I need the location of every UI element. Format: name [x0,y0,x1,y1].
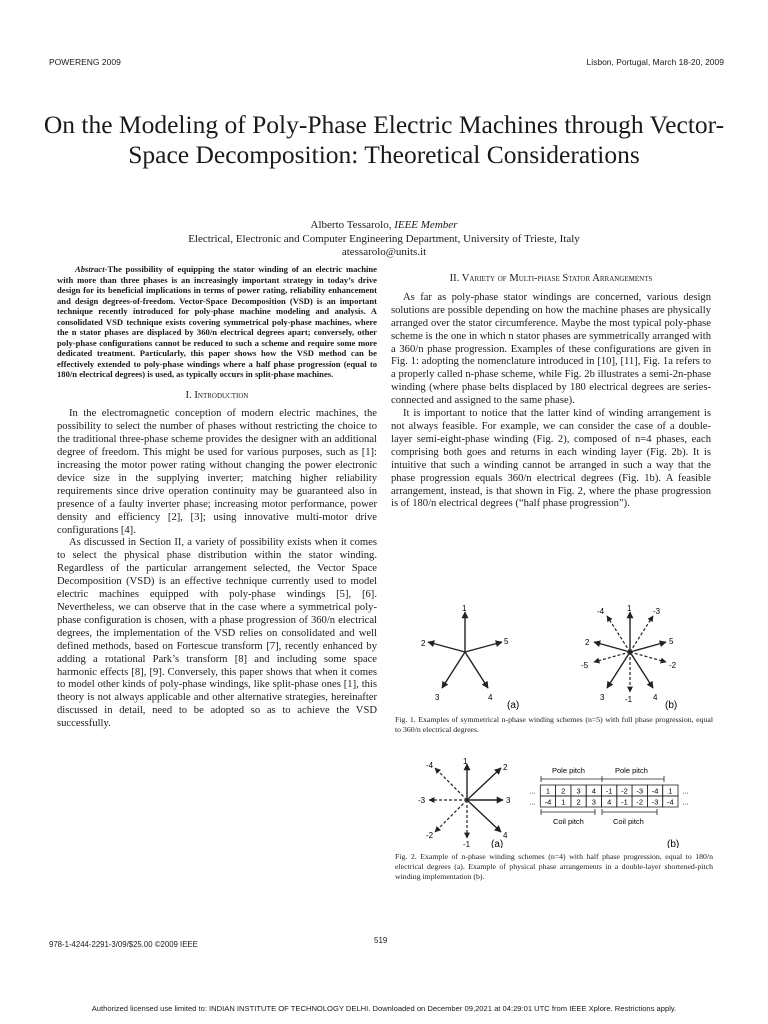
winding-cell-label: 4 [591,786,596,796]
right-column [391,273,711,511]
author-affiliation: Electrical, Electronic and Computer Engineering Department, University of Trieste, Italy [188,232,580,245]
fig1a-label-2: 2 [421,639,426,648]
fig1b-label-neg4: -4 [597,607,605,616]
fig1b-label-5: 5 [669,637,674,646]
fig1b-label-neg1: -1 [625,695,633,704]
fig1a-label-1: 1 [462,604,467,613]
fig2-sub-a: (a) [491,839,504,848]
figure-1-caption: Fig. 1. Examples of symmetrical n-phase winding schemes (n=5) with full phase progression, equal to 360/n electrical degrees. [395,715,713,734]
fig2a-label-4: 4 [503,831,508,840]
fig1a-label-5: 5 [504,637,509,646]
fig2b-top-row [530,785,689,796]
fig1b-label-4: 4 [653,693,658,702]
fig2b-bottom-row [530,796,689,807]
fig1b-label-neg5: -5 [581,661,589,670]
fig1a-label-4: 4 [488,693,493,702]
fig1b-label-1: 1 [627,604,632,613]
fig1-sub-b: (b) [665,700,678,711]
paper-title: On the Modeling of Poly-Phase Electric Machines through Vector-Space Decomposition: Theoretical Considerations [43,110,725,169]
winding-cell-label: 3 [591,797,596,807]
figure-2b-diagram [530,766,689,848]
winding-cell-label: -4 [544,797,552,807]
winding-cell-label: -2 [621,786,628,796]
intro-paragraph-2: As discussed in Section II, a variety of possibility exists when it comes to select the physical phase distribution within the stator winding. Regardless of the particular arrangement selected, the Vector Space Decomposition (VSD) is an effective technique currently used to model electric machines equipped with poly-phase windings [5], [6]. Nevertheless, we can observe that in the case where a symmetrical poly-phase configuration is chosen, with a phase progression of 360/n electrical degrees, the implementation of the VSD relies on consolidated and well defined methods, based on Fortescue transform [7], recently enhanced by adding a rotational Park’s transform [8] and including some space harmonic effects [8], [9]. Conversely, this paper shows that when it comes to model other kinds of poly-phase windings, like split-phase ones [1], this theory is not always applicable and other alternative strategies, hereinafter discussed in detail, need to be adopted so as to achieve the VSD successfully. [57,537,377,730]
winding-cell-label: -1 [605,786,613,796]
fig2a-label-2: 2 [503,763,508,772]
section2-paragraph-2: It is important to notice that the latter kind of winding arrangement is not always feasible. For example, we can consider the case of a double-layer semi-eight-phase winding (Fig. 2), composed of n=4 phases, each comprising both goes and returns in each winding layer (Fig. 2b). It is intuitive that such a winding cannot be arranged in such a way that the phase progression equals 360/n electrical degrees (Fig. 1b). A feasible arrangement, instead, is that shown in Fig. 2, where the phase progression is of 180/n electrical degrees (“half phase progression”). [391,408,711,510]
author-name: Alberto Tessarolo, [310,219,392,231]
winding-cell-label: 2 [576,797,581,807]
winding-cell-label: ... [529,786,536,796]
figure-1a-diagram [421,604,519,711]
figure-2 [395,758,713,848]
fig1a-label-3: 3 [435,693,440,702]
fig2b-coil-pitch-2: Coil pitch [613,817,644,826]
intro-paragraph-1: In the electromagnetic conception of modern electric machines, the possibility to select the number of phases without restricting the choice to the traditional three-phase scheme provides the designer with an additional degree of freedom. This might be used for various purposes, such as [1]: increasing the motor power rating without changing the power electronic device size in the supplying inverter; matching higher reliability requirements since drive operation continuity may be guaranteed also in presence of a faulty inverter phase; increasing motor performance, power density and efficiency [2], [3]; using innovative multi-motor drive configurations [4]. [57,408,377,536]
location-date-header: Lisbon, Portugal, March 18-20, 2009 [586,57,724,67]
winding-cell-label: 4 [607,797,612,807]
fig2b-pole-pitch-2: Pole pitch [615,766,648,775]
winding-cell-label: ... [682,786,689,796]
figure-1 [395,604,713,714]
winding-cell-label: -4 [667,797,674,807]
fig2a-label-neg3: -3 [418,796,426,805]
author-email: atessarolo@units.it [341,246,427,258]
figure-2-caption: Fig. 2. Example of n-phase winding schemes (n=4) with half phase progression, equal to 180/n electrical degrees (a). Example of physical phase arrangements in a double-layer shortened-pitch winding implementation (b). [395,852,713,881]
winding-cell-label: 2 [561,786,566,796]
winding-cell-label: ... [682,797,689,807]
fig2a-label-neg2: -2 [426,831,434,840]
page-number: 519 [374,936,388,945]
section2-paragraph-1: As far as poly-phase stator windings are concerned, various design solutions are possible depending on how the machine phases are physically arranged over the stator circumference. Maybe the most typical poly-phase scheme is the one in which n stator phases are symmetrically arranged with a 360/n phase progression. Examples of these configurations are given in Fig. 1: adopting the nomenclature introduced in [10], [11], Fig. 1a refers to a properly called n-phase scheme, while Fig. 2b illustrates a semi-2n-phase winding (where phase belts displaced by 180 electrical degrees are series-connected and assigned to the same phase). [391,291,711,407]
abstract [57,264,377,380]
fig2b-coil-pitch-1: Coil pitch [553,817,584,826]
fig2b-pole-pitch-1: Pole pitch [552,766,585,775]
winding-cell-label: -3 [651,797,659,807]
fig1b-label-neg2: -2 [669,661,677,670]
section-heading-introduction: I. Introduction [185,389,249,401]
abstract-label: Abstract- [75,264,108,274]
winding-cell-label: ... [529,797,536,807]
isbn-footer: 978-1-4244-2291-3/09/$25.00 ©2009 IEEE [49,940,198,949]
fig1b-label-neg3: -3 [653,607,661,616]
fig2a-label-neg1: -1 [463,840,471,848]
figure-1b-diagram [581,604,677,711]
author-block [40,219,728,260]
fig2a-label-neg4: -4 [426,761,434,770]
left-column [57,264,377,731]
winding-cell-label: -4 [651,786,659,796]
fig1b-label-3: 3 [600,693,605,702]
winding-cell-label: 1 [561,797,566,807]
winding-cell-label: -3 [636,786,644,796]
license-notice: Authorized licensed use limited to: INDIAN INSTITUTE OF TECHNOLOGY DELHI. Downloaded on December 09,2021 at 04:29:01 UTC from IEEE Xplore. Restrictions apply. [91,1004,677,1013]
winding-cell-label: 3 [576,786,581,796]
fig2-sub-b: (b) [667,839,680,848]
author-membership: IEEE Member [394,219,458,231]
winding-cell-label: 1 [668,786,673,796]
fig2a-label-3: 3 [506,796,511,805]
fig2a-label-1: 1 [463,758,468,766]
winding-cell-label: 1 [545,786,551,796]
winding-cell-label: -1 [621,797,628,807]
fig1-sub-a: (a) [507,700,520,711]
figure-2a-diagram [418,758,511,848]
winding-cell-label: -2 [636,797,644,807]
conference-header: POWERENG 2009 [49,57,121,67]
fig1b-label-2: 2 [585,638,590,647]
abstract-text: The possibility of equipping the stator winding of an electric machine with more than three phases is an increasingly important strategy in today’s drive design for its beneficial implications in terms of power rating, reliability enhancement and design degrees-of-freedom. Vector-Space Decomposition (VSD) is an important technique recently introduced for poly-phase machine modeling and analysis. A consolidated VSD technique exists covering symmetrical poly-phase machines, where the n stator phases are displaced by 360/n electrical degrees apart; conversely, other poly-phase configurations cannot be reduced to such a scheme and require some more dedicated treatment. Particularly, this paper shows how the VSD method can be effectively extended to poly-phase windings where a half phase progression (equal to 180/n electrical degrees) is used, as typically occurs in split-phase machines. [57,264,377,379]
section-heading-variety: II. Variety of Multi-phase Stator Arrangements [449,273,653,284]
